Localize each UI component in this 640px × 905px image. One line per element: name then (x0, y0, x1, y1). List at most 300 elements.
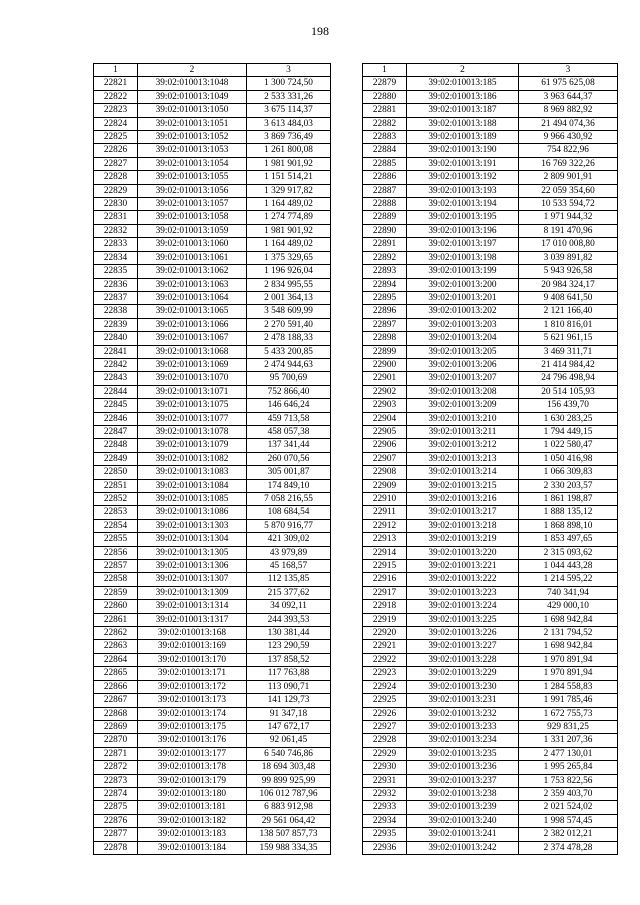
cadastral-number-cell: 39:02:010013:216 (407, 493, 519, 506)
value-cell: 1 164 489,02 (247, 198, 331, 211)
table-right (362, 63, 618, 855)
cadastral-number-cell: 39:02:010013:176 (138, 734, 247, 747)
table-row (363, 533, 618, 546)
row-number-cell: 22881 (363, 104, 407, 117)
row-number-cell: 22925 (363, 694, 407, 707)
value-cell: 5 433 200,85 (247, 345, 331, 358)
table-row (94, 184, 331, 197)
row-number-cell: 22845 (94, 399, 138, 412)
cadastral-number-cell: 39:02:010013:196 (407, 224, 519, 237)
cadastral-number-cell: 39:02:010013:240 (407, 814, 519, 827)
value-cell: 1 810 816,01 (519, 318, 618, 331)
cadastral-number-cell: 39:02:010013:1075 (138, 399, 247, 412)
row-number-cell: 22864 (94, 653, 138, 666)
table-row (94, 305, 331, 318)
row-number-cell: 22888 (363, 198, 407, 211)
table-row (363, 613, 618, 626)
cadastral-number-cell: 39:02:010013:192 (407, 171, 519, 184)
table-row (363, 493, 618, 506)
cadastral-number-cell: 39:02:010013:1062 (138, 265, 247, 278)
row-number-cell: 22884 (363, 144, 407, 157)
value-cell: 10 533 594,72 (519, 198, 618, 211)
cadastral-number-cell: 39:02:010013:202 (407, 305, 519, 318)
row-number-cell: 22862 (94, 627, 138, 640)
cadastral-number-cell: 39:02:010013:224 (407, 600, 519, 613)
cadastral-number-cell: 39:02:010013:188 (407, 117, 519, 130)
table-row (94, 452, 331, 465)
table-row (363, 774, 618, 787)
cadastral-number-cell: 39:02:010013:1082 (138, 452, 247, 465)
value-cell: 45 168,57 (247, 560, 331, 573)
cadastral-number-cell: 39:02:010013:1303 (138, 519, 247, 532)
cadastral-number-cell: 39:02:010013:186 (407, 90, 519, 103)
row-number-cell: 22883 (363, 131, 407, 144)
value-cell: 137 858,52 (247, 653, 331, 666)
value-cell: 8 969 882,92 (519, 104, 618, 117)
row-number-cell: 22911 (363, 506, 407, 519)
row-number-cell: 22848 (94, 439, 138, 452)
cadastral-number-cell: 39:02:010013:237 (407, 774, 519, 787)
table-row (94, 653, 331, 666)
cadastral-number-cell: 39:02:010013:206 (407, 358, 519, 371)
row-number-cell: 22906 (363, 439, 407, 452)
cadastral-number-cell: 39:02:010013:199 (407, 265, 519, 278)
row-number-cell: 22922 (363, 653, 407, 666)
value-cell: 7 058 216,55 (247, 493, 331, 506)
row-number-cell: 22878 (94, 841, 138, 854)
value-cell: 2 834 995,55 (247, 278, 331, 291)
value-cell: 305 001,87 (247, 466, 331, 479)
value-cell: 1 066 309,83 (519, 466, 618, 479)
table-row (363, 707, 618, 720)
table-row (94, 493, 331, 506)
value-cell: 2 374 478,28 (519, 841, 618, 854)
table-row (94, 694, 331, 707)
cadastral-number-cell: 39:02:010013:1317 (138, 613, 247, 626)
table-row (363, 224, 618, 237)
row-number-cell: 22870 (94, 734, 138, 747)
value-cell: 2 330 203,57 (519, 479, 618, 492)
row-number-cell: 22913 (363, 533, 407, 546)
table-row (94, 224, 331, 237)
value-cell: 1 151 514,21 (247, 171, 331, 184)
cadastral-number-cell: 39:02:010013:173 (138, 694, 247, 707)
cadastral-number-cell: 39:02:010013:174 (138, 707, 247, 720)
value-cell: 34 092,11 (247, 600, 331, 613)
table-row (363, 828, 618, 841)
row-number-cell: 22918 (363, 600, 407, 613)
cadastral-number-cell: 39:02:010013:221 (407, 560, 519, 573)
row-number-cell: 22847 (94, 425, 138, 438)
row-number-cell: 22895 (363, 291, 407, 304)
row-number-cell: 22874 (94, 787, 138, 800)
table-row (94, 77, 331, 90)
table-row (94, 533, 331, 546)
value-cell: 106 012 787,96 (247, 787, 331, 800)
row-number-cell: 22907 (363, 452, 407, 465)
row-number-cell: 22879 (363, 77, 407, 90)
value-cell: 24 796 498,94 (519, 372, 618, 385)
value-cell: 9 966 430,92 (519, 131, 618, 144)
row-number-cell: 22854 (94, 519, 138, 532)
cadastral-number-cell: 39:02:010013:1053 (138, 144, 247, 157)
table-row (363, 291, 618, 304)
cadastral-number-cell: 39:02:010013:197 (407, 238, 519, 251)
row-number-cell: 22827 (94, 157, 138, 170)
value-cell: 3 469 311,71 (519, 345, 618, 358)
table-row (363, 787, 618, 800)
table-row (94, 332, 331, 345)
cadastral-number-cell: 39:02:010013:209 (407, 399, 519, 412)
value-cell: 141 129,73 (247, 694, 331, 707)
row-number-cell: 22850 (94, 466, 138, 479)
value-cell: 2 359 403,70 (519, 787, 618, 800)
row-number-cell: 22936 (363, 841, 407, 854)
row-number-cell: 22836 (94, 278, 138, 291)
cadastral-number-cell: 39:02:010013:1064 (138, 291, 247, 304)
cadastral-number-cell: 39:02:010013:181 (138, 801, 247, 814)
cadastral-number-cell: 39:02:010013:1057 (138, 198, 247, 211)
row-number-cell: 22882 (363, 117, 407, 130)
row-number-cell: 22821 (94, 77, 138, 90)
table-row (363, 694, 618, 707)
table-row (363, 546, 618, 559)
row-number-cell: 22852 (94, 493, 138, 506)
cadastral-number-cell: 39:02:010013:235 (407, 747, 519, 760)
table-row (94, 747, 331, 760)
cadastral-number-cell: 39:02:010013:1058 (138, 211, 247, 224)
value-cell: 146 646,24 (247, 399, 331, 412)
row-number-cell: 22924 (363, 680, 407, 693)
row-number-cell: 22835 (94, 265, 138, 278)
row-number-cell: 22914 (363, 546, 407, 559)
table-row (94, 761, 331, 774)
cadastral-number-cell: 39:02:010013:1068 (138, 345, 247, 358)
cadastral-number-cell: 39:02:010013:1077 (138, 412, 247, 425)
cadastral-number-cell: 39:02:010013:1314 (138, 600, 247, 613)
row-number-cell: 22840 (94, 332, 138, 345)
table-row (363, 171, 618, 184)
row-number-cell: 22859 (94, 586, 138, 599)
cadastral-number-cell: 39:02:010013:1067 (138, 332, 247, 345)
cadastral-number-cell: 39:02:010013:172 (138, 680, 247, 693)
row-number-cell: 22846 (94, 412, 138, 425)
cadastral-number-cell: 39:02:010013:190 (407, 144, 519, 157)
row-number-cell: 22866 (94, 680, 138, 693)
table-row (94, 117, 331, 130)
cadastral-number-cell: 39:02:010013:1071 (138, 385, 247, 398)
table-row (363, 345, 618, 358)
value-cell: 1 981 901,92 (247, 157, 331, 170)
value-cell: 1 044 443,28 (519, 560, 618, 573)
value-cell: 29 561 064,42 (247, 814, 331, 827)
row-number-cell: 22920 (363, 627, 407, 640)
cadastral-number-cell: 39:02:010013:198 (407, 251, 519, 264)
value-cell: 752 866,40 (247, 385, 331, 398)
table-row (363, 747, 618, 760)
value-cell: 1 991 785,46 (519, 694, 618, 707)
row-number-cell: 22908 (363, 466, 407, 479)
table-row (363, 439, 618, 452)
value-cell: 2 478 188,33 (247, 332, 331, 345)
row-number-cell: 22831 (94, 211, 138, 224)
table-row (94, 171, 331, 184)
cadastral-number-cell: 39:02:010013:191 (407, 157, 519, 170)
cadastral-number-cell: 39:02:010013:189 (407, 131, 519, 144)
row-number-cell: 22851 (94, 479, 138, 492)
header-cell: 2 (138, 64, 247, 77)
value-cell: 1 698 942,84 (519, 613, 618, 626)
row-number-cell: 22876 (94, 814, 138, 827)
value-cell: 113 090,71 (247, 680, 331, 693)
table-row (363, 157, 618, 170)
table-row (94, 372, 331, 385)
row-number-cell: 22843 (94, 372, 138, 385)
row-number-cell: 22837 (94, 291, 138, 304)
cadastral-number-cell: 39:02:010013:193 (407, 184, 519, 197)
table-row (94, 358, 331, 371)
row-number-cell: 22880 (363, 90, 407, 103)
row-number-cell: 22912 (363, 519, 407, 532)
value-cell: 3 963 644,37 (519, 90, 618, 103)
row-number-cell: 22926 (363, 707, 407, 720)
row-number-cell: 22828 (94, 171, 138, 184)
value-cell: 2 131 794,52 (519, 627, 618, 640)
value-cell: 174 849,10 (247, 479, 331, 492)
value-cell: 740 341,94 (519, 586, 618, 599)
row-number-cell: 22889 (363, 211, 407, 224)
row-number-cell: 22824 (94, 117, 138, 130)
cadastral-number-cell: 39:02:010013:242 (407, 841, 519, 854)
cadastral-number-cell: 39:02:010013:213 (407, 452, 519, 465)
table-row (94, 131, 331, 144)
value-cell: 21 414 984,42 (519, 358, 618, 371)
table-row (363, 560, 618, 573)
cadastral-number-cell: 39:02:010013:1055 (138, 171, 247, 184)
cadastral-number-cell: 39:02:010013:1065 (138, 305, 247, 318)
value-cell: 421 309,02 (247, 533, 331, 546)
row-number-cell: 22899 (363, 345, 407, 358)
table-row (94, 828, 331, 841)
cadastral-number-cell: 39:02:010013:215 (407, 479, 519, 492)
value-cell: 1 672 755,73 (519, 707, 618, 720)
cadastral-number-cell: 39:02:010013:207 (407, 372, 519, 385)
cadastral-number-cell: 39:02:010013:169 (138, 640, 247, 653)
table-row (94, 560, 331, 573)
row-number-cell: 22865 (94, 667, 138, 680)
value-cell: 99 899 925,99 (247, 774, 331, 787)
row-number-cell: 22838 (94, 305, 138, 318)
header-cell: 3 (247, 64, 331, 77)
table-row (94, 787, 331, 800)
value-cell: 1 971 944,32 (519, 211, 618, 224)
table-row (94, 144, 331, 157)
row-number-cell: 22910 (363, 493, 407, 506)
value-cell: 1 164 489,02 (247, 238, 331, 251)
value-cell: 61 975 625,08 (519, 77, 618, 90)
row-number-cell: 22832 (94, 224, 138, 237)
table-row (363, 667, 618, 680)
cadastral-number-cell: 39:02:010013:1078 (138, 425, 247, 438)
row-number-cell: 22860 (94, 600, 138, 613)
table-row (363, 412, 618, 425)
value-cell: 2 533 331,26 (247, 90, 331, 103)
table-row (363, 332, 618, 345)
row-number-cell: 22875 (94, 801, 138, 814)
value-cell: 1 050 416,98 (519, 452, 618, 465)
value-cell: 1 331 207,36 (519, 734, 618, 747)
row-number-cell: 22830 (94, 198, 138, 211)
cadastral-number-cell: 39:02:010013:183 (138, 828, 247, 841)
cadastral-number-cell: 39:02:010013:1304 (138, 533, 247, 546)
table-row (363, 251, 618, 264)
row-number-cell: 22902 (363, 385, 407, 398)
value-cell: 18 694 303,48 (247, 761, 331, 774)
value-cell: 21 494 074,36 (519, 117, 618, 130)
cadastral-number-cell: 39:02:010013:227 (407, 640, 519, 653)
table-row (363, 841, 618, 854)
table-row (363, 265, 618, 278)
header-cell: 2 (407, 64, 519, 77)
value-cell: 1 861 198,87 (519, 493, 618, 506)
cadastral-number-cell: 39:02:010013:187 (407, 104, 519, 117)
row-number-cell: 22903 (363, 399, 407, 412)
value-cell: 215 377,62 (247, 586, 331, 599)
table-row (363, 372, 618, 385)
value-cell: 6 883 912,98 (247, 801, 331, 814)
table-row (94, 573, 331, 586)
value-cell: 8 191 470,96 (519, 224, 618, 237)
cadastral-number-cell: 39:02:010013:1050 (138, 104, 247, 117)
cadastral-number-cell: 39:02:010013:184 (138, 841, 247, 854)
cadastral-number-cell: 39:02:010013:222 (407, 573, 519, 586)
table-row (363, 211, 618, 224)
cadastral-number-cell: 39:02:010013:234 (407, 734, 519, 747)
cadastral-number-cell: 39:02:010013:182 (138, 814, 247, 827)
row-number-cell: 22867 (94, 694, 138, 707)
value-cell: 2 477 130,01 (519, 747, 618, 760)
table-row (363, 734, 618, 747)
cadastral-number-cell: 39:02:010013:1307 (138, 573, 247, 586)
table-row (363, 144, 618, 157)
value-cell: 2 809 901,91 (519, 171, 618, 184)
row-number-cell: 22822 (94, 90, 138, 103)
value-cell: 2 382 012,21 (519, 828, 618, 841)
value-cell: 3 548 609,99 (247, 305, 331, 318)
table-row (94, 238, 331, 251)
table-row (363, 801, 618, 814)
row-number-cell: 22915 (363, 560, 407, 573)
value-cell: 123 290,59 (247, 640, 331, 653)
table-row (363, 104, 618, 117)
table-row (94, 291, 331, 304)
cadastral-number-cell: 39:02:010013:201 (407, 291, 519, 304)
cadastral-number-cell: 39:02:010013:239 (407, 801, 519, 814)
row-number-cell: 22841 (94, 345, 138, 358)
value-cell: 1 022 580,47 (519, 439, 618, 452)
value-cell: 1 214 595,22 (519, 573, 618, 586)
cadastral-number-cell: 39:02:010013:200 (407, 278, 519, 291)
cadastral-number-cell: 39:02:010013:208 (407, 385, 519, 398)
table-row (363, 305, 618, 318)
row-number-cell: 22869 (94, 720, 138, 733)
value-cell: 147 672,17 (247, 720, 331, 733)
cadastral-number-cell: 39:02:010013:185 (407, 77, 519, 90)
header-row (363, 64, 618, 77)
value-cell: 2 001 364,13 (247, 291, 331, 304)
value-cell: 1 300 724,50 (247, 77, 331, 90)
value-cell: 2 315 093,62 (519, 546, 618, 559)
value-cell: 138 507 857,73 (247, 828, 331, 841)
table-row (363, 519, 618, 532)
row-number-cell: 22928 (363, 734, 407, 747)
table-row (94, 841, 331, 854)
value-cell: 1 284 558,83 (519, 680, 618, 693)
table-row (363, 238, 618, 251)
row-number-cell: 22894 (363, 278, 407, 291)
table-row (94, 546, 331, 559)
row-number-cell: 22834 (94, 251, 138, 264)
table-row (94, 506, 331, 519)
value-cell: 5 870 916,77 (247, 519, 331, 532)
row-number-cell: 22857 (94, 560, 138, 573)
table-row (94, 667, 331, 680)
value-cell: 1 868 898,10 (519, 519, 618, 532)
header-row (94, 64, 331, 77)
row-number-cell: 22839 (94, 318, 138, 331)
cadastral-number-cell: 39:02:010013:219 (407, 533, 519, 546)
row-number-cell: 22921 (363, 640, 407, 653)
table-row (363, 117, 618, 130)
table-row (363, 425, 618, 438)
row-number-cell: 22858 (94, 573, 138, 586)
row-number-cell: 22932 (363, 787, 407, 800)
table-row (363, 184, 618, 197)
cadastral-number-cell: 39:02:010013:217 (407, 506, 519, 519)
table-row (94, 318, 331, 331)
value-cell: 1 274 774,89 (247, 211, 331, 224)
row-number-cell: 22833 (94, 238, 138, 251)
cadastral-number-cell: 39:02:010013:228 (407, 653, 519, 666)
value-cell: 2 270 591,40 (247, 318, 331, 331)
cadastral-number-cell: 39:02:010013:211 (407, 425, 519, 438)
table-row (94, 801, 331, 814)
cadastral-number-cell: 39:02:010013:218 (407, 519, 519, 532)
row-number-cell: 22917 (363, 586, 407, 599)
cadastral-number-cell: 39:02:010013:1061 (138, 251, 247, 264)
cadastral-number-cell: 39:02:010013:1305 (138, 546, 247, 559)
value-cell: 1 794 449,15 (519, 425, 618, 438)
row-number-cell: 22868 (94, 707, 138, 720)
value-cell: 2 021 524,02 (519, 801, 618, 814)
cadastral-number-cell: 39:02:010013:232 (407, 707, 519, 720)
cadastral-number-cell: 39:02:010013:1086 (138, 506, 247, 519)
row-number-cell: 22877 (94, 828, 138, 841)
table-row (94, 385, 331, 398)
value-cell: 1 998 574,45 (519, 814, 618, 827)
cadastral-number-cell: 39:02:010013:1052 (138, 131, 247, 144)
table-row (363, 653, 618, 666)
table-row (94, 90, 331, 103)
value-cell: 1 970 891,94 (519, 667, 618, 680)
cadastral-number-cell: 39:02:010013:175 (138, 720, 247, 733)
table-row (363, 479, 618, 492)
row-number-cell: 22842 (94, 358, 138, 371)
cadastral-number-cell: 39:02:010013:1306 (138, 560, 247, 573)
value-cell: 429 000,10 (519, 600, 618, 613)
table-row (94, 412, 331, 425)
table-row (94, 627, 331, 640)
